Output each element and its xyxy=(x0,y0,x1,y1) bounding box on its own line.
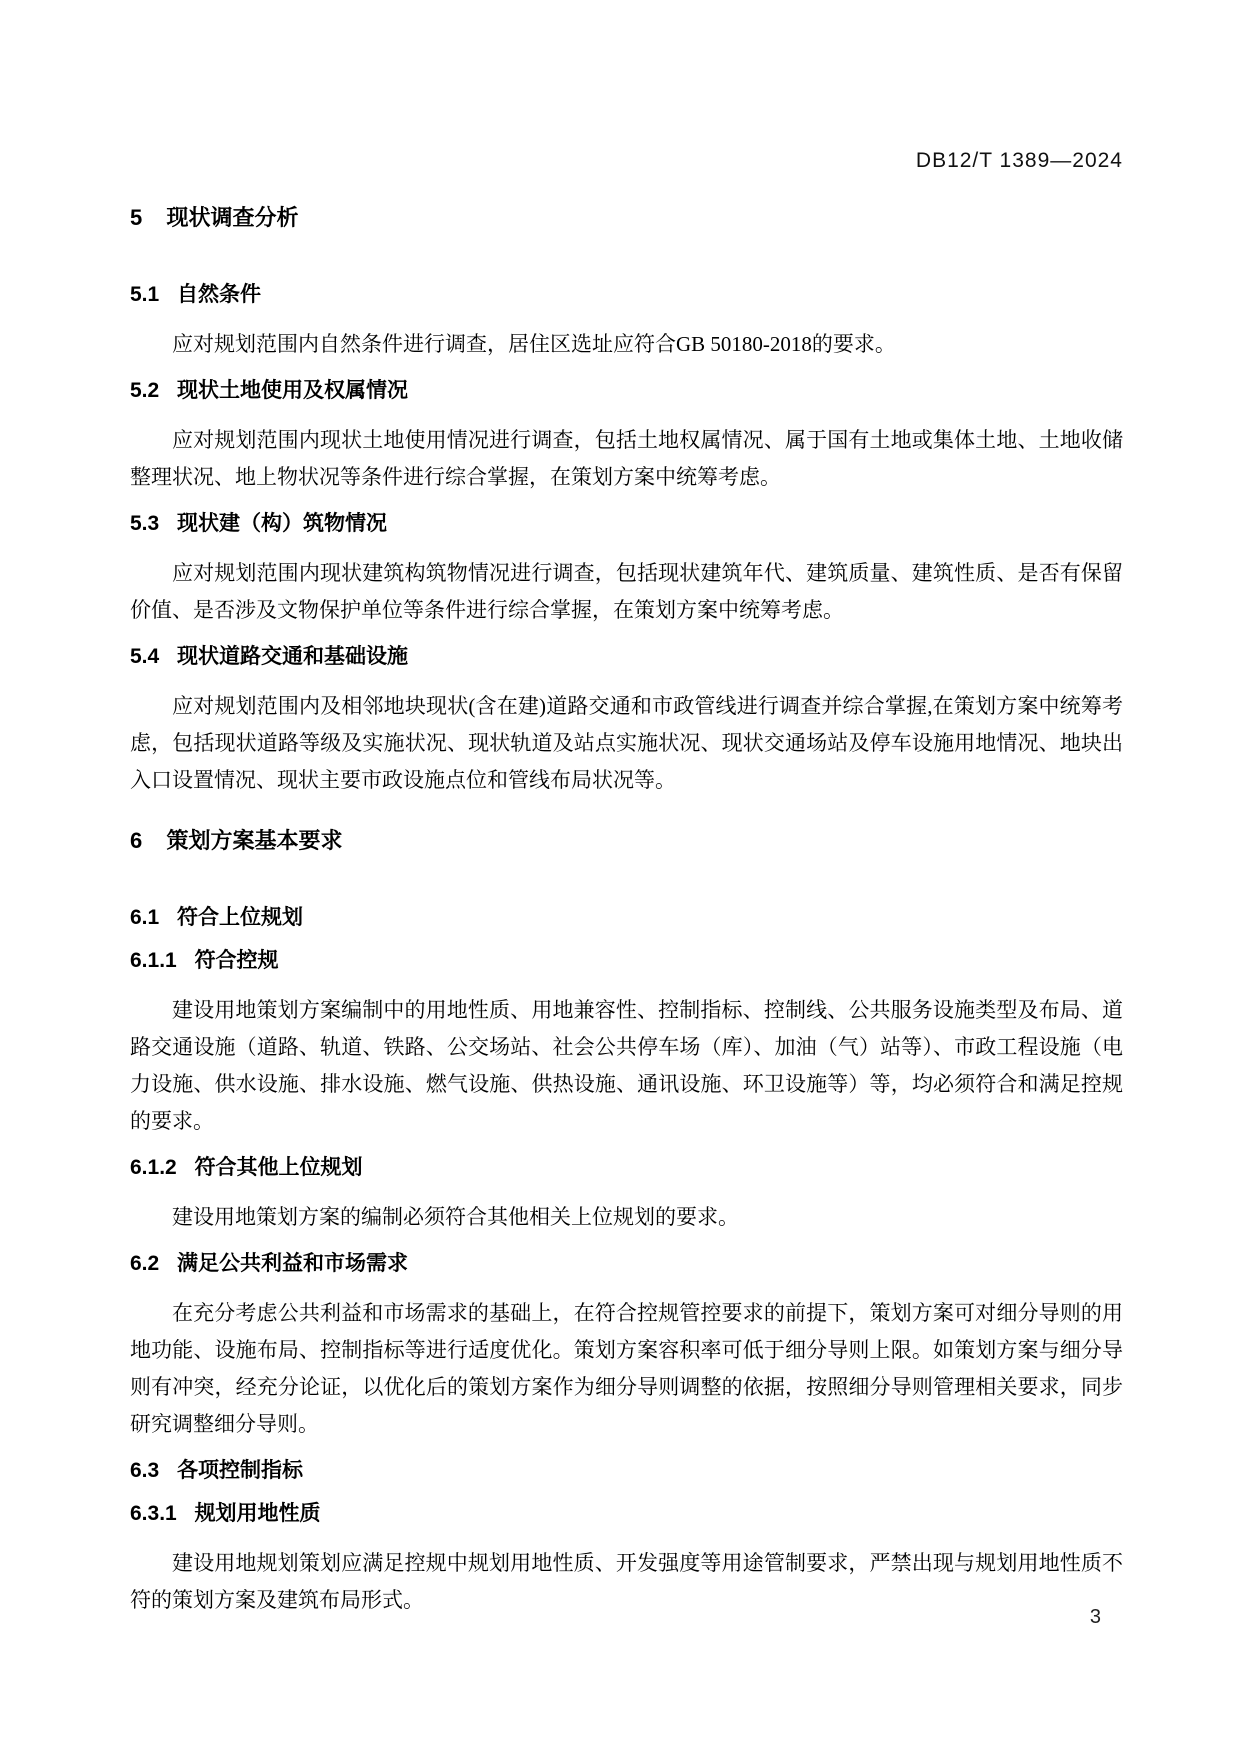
paragraph: 建设用地策划方案的编制必须符合其他相关上位规划的要求。 xyxy=(172,1205,739,1229)
heading-number: 6.1.1 xyxy=(130,949,177,972)
heading-number: 6.1.2 xyxy=(130,1156,177,1179)
paragraph: 建设用地策划方案编制中的用地性质、用地兼容性、控制指标、控制线、公共服务设施类型及布局、道路交通设施（道路、轨道、铁路、公交场站、社会公共停车场（库）、加油（气）站等）、市政工程设施（电力设施、供水设施、排水设施、燃气设施、供热设施、通讯设施、环卫设施等）等，均必须符合和满足控规的要求。 xyxy=(130,998,1123,1133)
page-number: 3 xyxy=(1089,1606,1101,1628)
heading-6-1-1 xyxy=(130,946,1123,976)
heading-title: 现状土地使用及权属情况 xyxy=(177,379,409,402)
heading-6-1-2 xyxy=(130,1153,1123,1183)
heading-6-3 xyxy=(130,1456,1123,1486)
paragraph: 在充分考虑公共利益和市场需求的基础上，在符合控规管控要求的前提下，策划方案可对细分导则的用地功能、设施布局、控制指标等进行适度优化。策划方案容积率可低于细分导则上限。如策划方案与细分导则有冲突，经充分论证，以优化后的策划方案作为细分导则调整的依据，按照细分导则管理相关要求，同步研究调整细分导则。 xyxy=(130,1301,1123,1436)
heading-title: 现状建（构）筑物情况 xyxy=(177,512,388,535)
heading-title: 现状调查分析 xyxy=(166,205,299,230)
heading-title: 现状道路交通和基础设施 xyxy=(177,645,409,668)
heading-title: 符合控规 xyxy=(194,949,279,972)
heading-5-3 xyxy=(130,509,1123,539)
heading-6-1 xyxy=(130,903,1123,933)
paragraph: 应对规划范围内现状土地使用情况进行调查，包括土地权属情况、属于国有土地或集体土地、土地收储整理状况、地上物状况等条件进行综合掌握，在策划方案中统筹考虑。 xyxy=(130,428,1123,489)
paragraph: 建设用地规划策划应满足控规中规划用地性质、开发强度等用途管制要求，严禁出现与规划用地性质不符的策划方案及建筑布局形式。 xyxy=(130,1551,1123,1612)
heading-number: 5.1 xyxy=(130,283,160,306)
heading-title: 符合其他上位规划 xyxy=(194,1156,363,1179)
heading-6-3-1 xyxy=(130,1499,1123,1529)
heading-number: 6.3 xyxy=(130,1459,160,1482)
heading-title: 规划用地性质 xyxy=(194,1502,321,1525)
heading-number: 6.3.1 xyxy=(130,1502,177,1525)
document-body xyxy=(130,202,1123,1619)
heading-number: 5.2 xyxy=(130,379,160,402)
heading-5-1 xyxy=(130,280,1123,310)
heading-5 xyxy=(130,202,1123,234)
paragraph: 应对规划范围内自然条件进行调查，居住区选址应符合GB 50180-2018的要求。 xyxy=(172,332,896,356)
heading-title: 符合上位规划 xyxy=(177,906,304,929)
paragraph: 应对规划范围内及相邻地块现状(含在建)道路交通和市政管线进行调查并综合掌握,在策划方案中统筹考虑，包括现状道路等级及实施状况、现状轨道及站点实施状况、现状交通场站及停车设施用地情况、地块出入口设置情况、现状主要市政设施点位和管线布局状况等。 xyxy=(130,694,1123,792)
heading-number: 6.1 xyxy=(130,906,160,929)
heading-5-2 xyxy=(130,376,1123,406)
heading-title: 满足公共利益和市场需求 xyxy=(177,1252,409,1275)
heading-number: 5 xyxy=(130,205,143,230)
heading-5-4 xyxy=(130,642,1123,672)
heading-number: 6.2 xyxy=(130,1252,160,1275)
heading-number: 5.4 xyxy=(130,645,160,668)
heading-title: 各项控制指标 xyxy=(177,1459,304,1482)
heading-number: 5.3 xyxy=(130,512,160,535)
heading-title: 策划方案基本要求 xyxy=(166,828,343,853)
standard-number-header: DB12/T 1389—2024 xyxy=(915,149,1123,172)
heading-6-2 xyxy=(130,1249,1123,1279)
paragraph: 应对规划范围内现状建筑构筑物情况进行调查，包括现状建筑年代、建筑质量、建筑性质、是否有保留价值、是否涉及文物保护单位等条件进行综合掌握，在策划方案中统筹考虑。 xyxy=(130,561,1123,622)
heading-number: 6 xyxy=(130,828,143,853)
heading-title: 自然条件 xyxy=(177,283,262,306)
heading-6 xyxy=(130,825,1123,857)
